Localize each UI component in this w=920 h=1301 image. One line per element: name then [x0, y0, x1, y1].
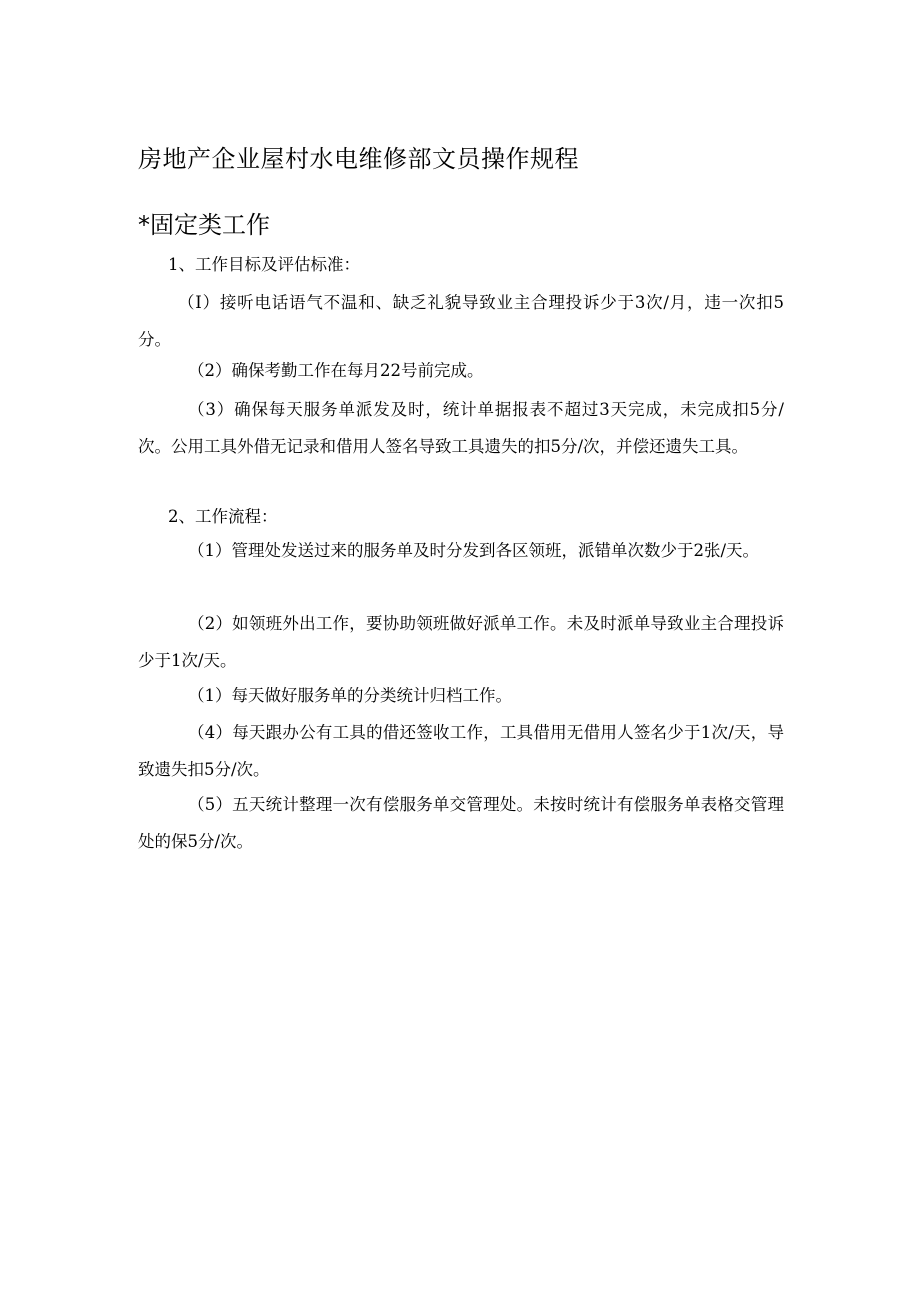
work-goal-item: （3）确保每天服务单派发及时，统计单据报表不超过3天完成，未完成扣5分/次。公用工具外借无记录和借用人签名导致工具遗失的扣5分/次，并偿还遗失工具。 — [138, 400, 784, 456]
work-process-item: （1）每天做好服务单的分类统计归档工作。 — [188, 686, 512, 705]
work-goal-item: （2）确保考勤工作在每月22号前完成。 — [188, 361, 484, 380]
work-process-item: （2）如领班外出工作，要协助领班做好派单工作。未及时派单导致业主合理投诉少于1次/天。 — [138, 614, 784, 670]
work-goal-item: （I）接听电话语气不温和、缺乏礼貌导致业主合理投诉少于3次/月，违一次扣5分。 — [138, 293, 784, 349]
document-title: 房地产企业屋村水电维修部文员操作规程 — [138, 145, 579, 173]
work-goals-heading: 1、工作目标及评估标准： — [168, 255, 360, 274]
work-process-item: （4）每天跟办公有工具的借还签收工作，工具借用无借用人签名少于1次/天，导致遗失扣5分/次。 — [138, 723, 784, 779]
work-process-item: （5）五天统计整理一次有偿服务单交管理处。未按时统计有偿服务单表格交管理处的保5分/次。 — [138, 795, 784, 851]
work-process-heading: 2、工作流程： — [168, 507, 278, 526]
section-heading: *固定类工作 — [138, 211, 270, 239]
work-process-item: （1）管理处发送过来的服务单及时分发到各区领班，派错单次数少于2张/天。 — [188, 541, 760, 560]
